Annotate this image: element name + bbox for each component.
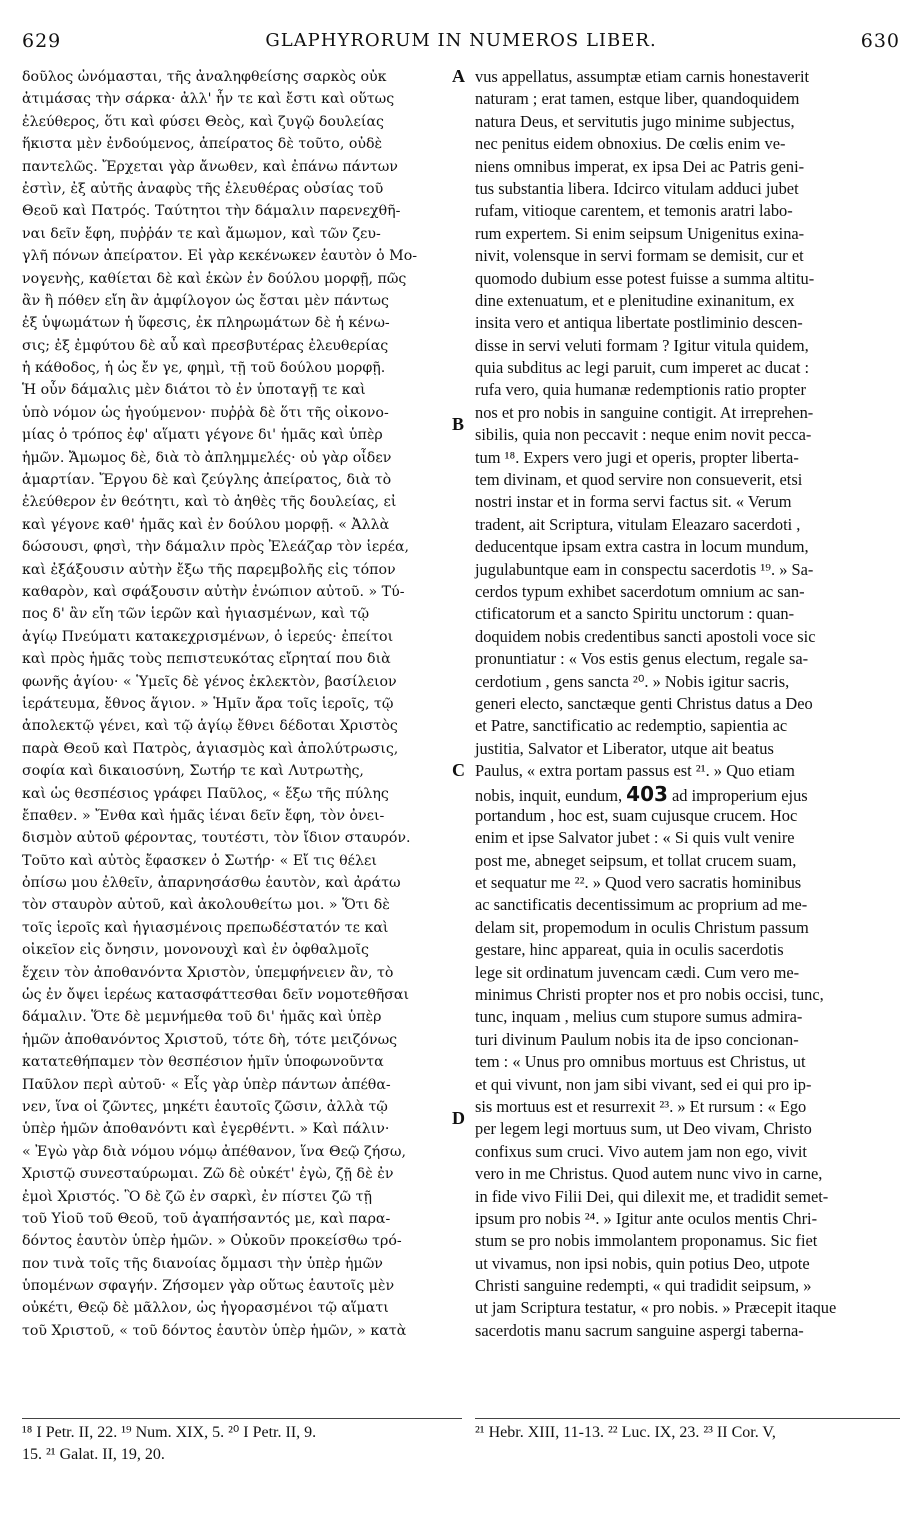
greek-text-line: δοῦλος ὠνόμασται, τῆς ἀναληφθείσης σαρκὸς οὐκ <box>22 69 387 85</box>
greek-text-line: ἔχειν τὸν ἀποθανόντα Χριστὸν, ὑπεμφήνειεν ἂν, τὸ <box>22 964 394 981</box>
greek-text-line: δώσουσι, φησὶ, τὴν δάμαλιν πρὸς Ἐλεάζαρ τὸν ἱερέα, <box>22 539 410 556</box>
latin-text-line: stum se pro nobis immolantem proponamus. Sic fiet <box>475 1231 818 1251</box>
latin-text-line: sibilis, quia non peccavit : neque enim novit pecca- <box>475 425 812 445</box>
latin-text-line: niens omnibus imperat, ex ipsa Dei ac Patris geni- <box>475 156 805 176</box>
latin-text-line: et sequatur me ²². » Quod vero sacratis hominibus <box>475 873 802 893</box>
greek-text-line: τοῦ Υἱοῦ τοῦ Θεοῦ, τοῦ ἀγαπήσαντός με, καὶ παρα- <box>22 1210 391 1227</box>
greek-text-line: ἁμαρτίαν. Ἔργου δὲ καὶ ζεύγλης ἀπείρατος, διὰ τὸ <box>22 472 392 489</box>
greek-text-line: Χριστῷ συνεσταύρωμαι. Ζῶ δὲ οὐκέτ' ἐγὼ, ζῇ δὲ ἐν <box>22 1166 394 1183</box>
greek-text-line: νεν, ἵνα οἱ ζῶντες, μηκέτι ἑαυτοῖς ζῶσιν, ἀλλὰ τῷ <box>22 1098 388 1115</box>
latin-text-line: nobis, inquit, eundum, 403 ad improperium ejus <box>475 781 808 806</box>
greek-text-line: ἱεράτευμα, ἔθνος ἅγιον. » Ἡμῖν ἄρα τοῖς ἱεροῖς, τῷ <box>22 695 394 712</box>
inline-page-number: 403 <box>626 781 668 806</box>
greek-text-line: μίας ὁ τρόπος ἐφ' αἵματι γέγονε δι' ἡμᾶς καὶ ὑπὲρ <box>22 427 383 444</box>
greek-text-line: ὡς ἐν ὄψει ἱερέως κατασφάττεσθαι δεῖν νομοτεθῆσαι <box>22 987 410 1004</box>
greek-text-line: τοῖς ἱεροῖς καὶ ἡγιασμένοις πρεπωδέστατόν τε καὶ <box>22 919 389 936</box>
latin-text-line: confixus sum cruci. Vivo autem jam non ego, vivit <box>475 1141 807 1161</box>
greek-text-line: δισμὸν αὐτοῦ φέροντας, τουτέστι, τὸν ἴδιον σταυρόν. <box>22 830 411 847</box>
latin-text-line: tem : « Unus pro omnibus mortuus est Christus, ut <box>475 1052 806 1072</box>
latin-text-line: natura Deus, et servitutis jugo minime subjectus, <box>475 111 795 131</box>
latin-text-line: rufam, vitioque carentem, et temonis aratri labo- <box>475 201 793 221</box>
footnote-rule-left <box>22 1418 462 1419</box>
footnote-line: ²¹ Hebr. XIII, 11-13. ²² Luc. IX, 23. ²³ II Cor. V, <box>475 1424 776 1441</box>
latin-text-line: post me, abneget seipsum, et tollat crucem suam, <box>475 850 797 870</box>
footnote-rule-right <box>475 1418 900 1419</box>
greek-text-line: ὀπίσω μου ἐλθεῖν, ἀπαρνησάσθω ἑαυτὸν, καὶ ἀράτω <box>22 875 401 892</box>
latin-text-line: ut vivamus, non ipsi nobis, quin potius Deo, utpote <box>475 1253 810 1273</box>
greek-text-line: καὶ ἐξάξουσιν αὐτὴν ἔξω τῆς παρεμβολῆς εἰς τόπον <box>22 561 396 578</box>
margin-mark-a: A <box>452 66 465 86</box>
latin-text-line: delam sit, propemodum in oculis Christum passum <box>475 917 809 937</box>
greek-text-line: παρὰ Θεοῦ καὶ Πατρὸς, ἁγιασμὸς καὶ ἀπολύτρωσις, <box>22 740 399 757</box>
greek-text-line: νογενὴς, καθίεται δὲ καὶ ἑκὼν ἐν δούλου μορφῇ, πῶς <box>22 270 407 287</box>
footnotes-right <box>475 1423 905 1445</box>
greek-text-line: ἀτιμάσας τὴν σάρκα· ἀλλ' ἦν τε καὶ ἔστι καὶ οὕτως <box>22 91 395 108</box>
greek-text-line: κατατεθήπαμεν τὸν θεσπέσιον ἡμῖν ὑποφωνοῦντα <box>22 1054 384 1071</box>
greek-text-line: καὶ ὡς θεσπέσιος γράφει Παῦλος, « ἔξω τῆς πύλης <box>22 785 389 802</box>
latin-text-line: nostri instar et in forma servi factus sit. « Verum <box>475 492 792 512</box>
greek-text-line: ἥκιστα μὲν ἐνδούμενος, ἀπείρατος δὲ τοῦτο, οὐδὲ <box>22 136 383 153</box>
latin-text-line: minimus Christi propter nos et pro nobis occisi, tunc, <box>475 985 824 1005</box>
latin-text-line: vus appellatus, assumptæ etiam carnis honestaverit <box>475 67 810 86</box>
greek-text-line: οἰκεῖον εἰς ὄνησιν, μονονουχὶ καὶ ἐν ὀφθαλμοῖς <box>22 942 370 959</box>
greek-text-line: ἐστὶν, ἐξ αὐτῆς ἀναφὺς τῆς ἐλευθέρας οὐσίας τοῦ <box>22 180 384 197</box>
latin-text-line: justitia, Salvator et Liberator, utque ait beatus <box>475 738 774 758</box>
latin-text-line: gestare, hinc appareat, quia in oculis sacerdotis <box>475 940 784 960</box>
latin-text-line: tus substantia libera. Idcirco vitulam adduci jubet <box>475 178 799 198</box>
latin-text-line: ac sanctificatis decentissimum ac proprium ad me- <box>475 895 808 915</box>
running-title: GLAPHYRORUM IN NUMEROS LIBER. <box>265 30 657 51</box>
latin-text-line: turi divinum Paulum nobis ita de ipso concionan- <box>475 1029 799 1049</box>
greek-text-line: δόντος ἑαυτὸν ὑπὲρ ἡμῶν. » Οὐκοῦν προκείσθω τρό- <box>22 1233 402 1250</box>
page-number-left: 629 <box>22 30 62 52</box>
greek-text-line: καὶ γέγονε καθ' ἡμᾶς καὶ ἐν δούλου μορφῇ. « Ἀλλὰ <box>22 516 390 533</box>
latin-text-line: Paulus, « extra portam passus est ²¹. » Quo etiam <box>475 761 795 781</box>
latin-text-line: sacerdotis manu sacrum sanguine aspergi taberna- <box>475 1320 804 1340</box>
latin-text-line: per legem legi mortuus sum, ut Deo vivam, Christo <box>475 1119 812 1139</box>
latin-text-line: tum ¹⁸. Expers vero jugi et operis, propter liberta- <box>475 447 799 467</box>
latin-text-line: in fide vivo Filii Dei, qui dilexit me, et tradidit semet- <box>475 1186 829 1206</box>
greek-text-line: ὑπὲρ ἡμῶν ἀποθανόντι καὶ ἐγερθέντι. » Καὶ πάλιν· <box>22 1121 390 1138</box>
footnote-line: ¹⁸ I Petr. II, 22. ¹⁹ Num. XIX, 5. ²⁰ I Petr. II, 9. <box>22 1424 317 1441</box>
latin-text-line: quia subditus ac legi paruit, cum imperet ac ducat : <box>475 358 810 378</box>
latin-text-line: rum expertem. Si enim seipsum Unigenitus exina- <box>475 223 805 243</box>
greek-text-line: ἐλεύθερος, ὅτι καὶ φύσει Θεὸς, καὶ ζυγῷ δουλείας <box>22 113 384 130</box>
greek-column <box>22 66 452 1342</box>
latin-text-line: generi electo, sanctæque genti Christus datus a Deo <box>475 693 813 713</box>
greek-text-line: ἡμῶν ἀποθανόντος Χριστοῦ, τότε δὴ, τότε μειζόνως <box>22 1031 398 1048</box>
greek-text-line: τὸν σταυρὸν αὐτοῦ, καὶ ἀκολουθείτω μοι. » Ὅτι δὲ <box>22 897 390 914</box>
latin-text-line: Christi sanguine redempti, « qui tradidit seipsum, » <box>475 1276 812 1296</box>
latin-text-line: nos et pro nobis in sanguine contigit. At irreprehen- <box>475 402 814 422</box>
latin-text-line: enim et ipse Salvator jubet : « Si quis vult venire <box>475 828 795 848</box>
greek-text-line: τοῦ Χριστοῦ, « τοῦ δόντος ἑαυτὸν ὑπὲρ ἡμῶν, » κατὰ <box>22 1322 407 1339</box>
greek-text-line: ἐμοὶ Χριστός. Ὃ δὲ ζῶ ἐν σαρκὶ, ἐν πίστει ζῶ τῇ <box>22 1188 372 1205</box>
latin-text-line: ctificatorum et a sancto Spiritu unctorum : quan- <box>475 604 795 624</box>
latin-text-line: jugulabuntque eam in conspectu sacerdotis ¹⁹. » Sa- <box>475 559 814 579</box>
greek-text-line: σοφία καὶ δικαιοσύνη, Σωτήρ τε καὶ Λυτρωτὴς, <box>22 763 364 780</box>
latin-text-line: dine extenuatum, et e plenitudine exinanitum, ex <box>475 290 795 310</box>
greek-text-line: σις; ἐξ ἐμφύτου δὲ αὖ καὶ πρεσβυτέρας ἐλευθερίας <box>22 337 389 354</box>
latin-text-line: ut jam Scriptura testatur, « pro nobis. » Præcepit itaque <box>475 1298 837 1318</box>
greek-text-line: ὑπομένων σφαγήν. Ζήσομεν γὰρ οὕτως ἑαυτοῖς μὲν <box>22 1278 395 1295</box>
greek-text-line: « Ἐγὼ γὰρ διὰ νόμου νόμῳ ἀπέθανον, ἵνα Θεῷ ζήσω, <box>22 1143 406 1160</box>
greek-text-line: ἡμῶν. Ἄμωμος δὲ, διὰ τὸ ἀπλημμελές· οὐ γὰρ οἶδεν <box>22 449 392 466</box>
greek-text-line: Παῦλον περὶ αὐτοῦ· « Εἷς γὰρ ὑπὲρ πάντων ἀπέθα- <box>22 1076 391 1093</box>
latin-text-line: nivit, volensque in servi formam se demisit, cur et <box>475 246 804 266</box>
greek-text-line: καὶ πρὸς ἡμᾶς τοὺς πεπιστευκότας εἴρηταί που διὰ <box>22 651 391 668</box>
greek-text-line: ἐλεύθερον ἐν θεότητι, καὶ τὸ ἀηθὲς τῆς δουλείας, εἰ <box>22 494 397 511</box>
latin-text-line: lege sit ordinatum juvencam cædi. Cum vero me- <box>475 962 800 982</box>
greek-text-line: πος δ' ἂν εἴη τῶν ἱερῶν καὶ ἡγιασμένων, καὶ τῷ <box>22 606 370 623</box>
latin-text-line: naturam ; erat tamen, estque liber, quandoquidem <box>475 89 800 109</box>
margin-mark-b: B <box>452 414 465 434</box>
footnote-line: 15. ²¹ Galat. II, 19, 20. <box>22 1446 165 1464</box>
latin-text-line: quomodo dubium esse potest fuisse a summa altitu- <box>475 268 815 288</box>
page-header <box>0 30 922 60</box>
page-number-right: 630 <box>860 30 900 52</box>
latin-text-line: cerdos typum exhibet sacerdotum omnium ac san- <box>475 581 805 601</box>
greek-text-line: ναι δεῖν ἔφη, πυῤῥάν τε καὶ ἄμωμον, καὶ τῶν ζευ- <box>22 225 381 242</box>
latin-text-line: tem divinam, et quod servire non consueverit, etsi <box>475 470 803 490</box>
latin-text-line: portandum , hoc est, suam cujusque crucem. Hoc <box>475 805 798 825</box>
latin-text-line: ipsum pro nobis ²⁴. » Igitur ante oculos mentis Chri- <box>475 1208 818 1228</box>
greek-text-line: πον τινὰ τοῖς τῆς διανοίας ὄμμασι τὴν ὑπὲρ ἡμῶν <box>22 1255 383 1272</box>
greek-text-line: οὐκέτι, Θεῷ δὲ μᾶλλον, ὡς ἠγορασμένοι τῷ αἵματι <box>22 1300 389 1317</box>
greek-text-line: γλῆ πόνων ἀπείρατον. Εἰ γὰρ κεκένωκεν ἑαυτὸν ὁ Μο- <box>22 248 418 265</box>
latin-text-line: et Patre, sanctificatio ac redemptio, sapientia ac <box>475 716 788 736</box>
greek-text-line: ἡ κάθοδος, ἡ ὡς ἔν γε, φημὶ, τῇ τοῦ δούλου μορφῇ. <box>22 360 386 377</box>
greek-text-line: ἐξ ὑψωμάτων ἡ ὕφεσις, ἐκ πληρωμάτων δὲ ἡ κένω- <box>22 315 390 332</box>
latin-text-line: vero in me Christus. Quod autem nunc vivo in carne, <box>475 1164 823 1184</box>
latin-text-line: disse in servi veluti formam ? Igitur vitula quidem, <box>475 335 809 355</box>
latin-text-line: cerdotium , gens sancta ²⁰. » Nobis igitur sacris, <box>475 671 790 691</box>
greek-text-line: ἀπολεκτῷ γένει, καὶ τῷ ἁγίῳ ἔθνει δέδοται Χριστὸς <box>22 718 398 735</box>
footnotes-left <box>22 1423 462 1468</box>
latin-text-line: deducentque ipsam extra castra in locum mundum, <box>475 537 809 557</box>
latin-column <box>475 66 895 1342</box>
greek-text-line: παντελῶς. Ἔρχεται γὰρ ἄνωθεν, καὶ ἐπάνω πάντων <box>22 158 398 175</box>
greek-text-line: ὑπὸ νόμον ὡς ἡγούμενον· πυῤῥὰ δὲ ὅτι τῆς οἰκονο- <box>22 404 389 421</box>
latin-text-line: insita vero et antiqua libertate postliminio descen- <box>475 313 803 333</box>
greek-text-line: Τοῦτο καὶ αὐτὸς ἔφασκεν ὁ Σωτήρ· « Εἴ τις θέλει <box>22 852 377 869</box>
latin-text-line: tunc, inquam , melius cum stupore sumus admira- <box>475 1007 803 1027</box>
greek-text-line: Ἡ οὖν δάμαλις μὲν διάτοι τὸ ἐν ὑποταγῇ τε καὶ <box>22 382 366 399</box>
latin-text-line: sis mortuus est et resurrexit ²³. » Et rursum : « Ego <box>475 1096 807 1116</box>
latin-text-line: pronuntiatur : « Vos estis genus electum, regale sa- <box>475 649 809 669</box>
latin-text-line: tradent, ait Scriptura, vitulam Eleazaro sacerdoti , <box>475 514 801 534</box>
margin-mark-d: D <box>452 1108 465 1128</box>
greek-text-line: ἂν ἢ πόθεν εἴη ἂν ἀμφίλογον ὡς ἔσται μὲν πάντως <box>22 292 389 309</box>
margin-mark-c: C <box>452 760 465 780</box>
latin-text-line: doquidem nobis credentibus sancti apostoli voce sic <box>475 626 816 646</box>
greek-text-line: φωνῆς ἁγίου· « Ὑμεῖς δὲ γένος ἐκλεκτὸν, βασίλειον <box>22 673 397 690</box>
greek-text-line: Θεοῦ καὶ Πατρός. Ταύτητοι τὴν δάμαλιν παρενεχθῆ- <box>22 203 401 220</box>
latin-text-line: rufa vero, quia humanæ redemptionis ratio propter <box>475 380 806 400</box>
greek-text-line: δάμαλιν. Ὅτε δὲ μεμνήμεθα τοῦ δι' ἡμᾶς καὶ ὑπὲρ <box>22 1009 382 1026</box>
greek-text-line: ἔπαθεν. » Ἔνθα καὶ ἡμᾶς ἰέναι δεῖν ἔφη, τὸν ὀνει- <box>22 807 385 824</box>
latin-text-line: et qui vivunt, non jam sibi vivant, sed ei qui pro ip- <box>475 1074 812 1094</box>
greek-text-line: καθαρὸν, καὶ σφάξουσιν αὐτὴν ἐνώπιον αὐτοῦ. » Τύ- <box>22 583 405 600</box>
latin-text-line: nec penitus eidem obnoxius. De cœlis enim ve- <box>475 134 786 154</box>
greek-text-line: ἁγίῳ Πνεύματι κατακεχρισμένων, ὁ ἱερεύς· ἐπείτοι <box>22 628 394 645</box>
